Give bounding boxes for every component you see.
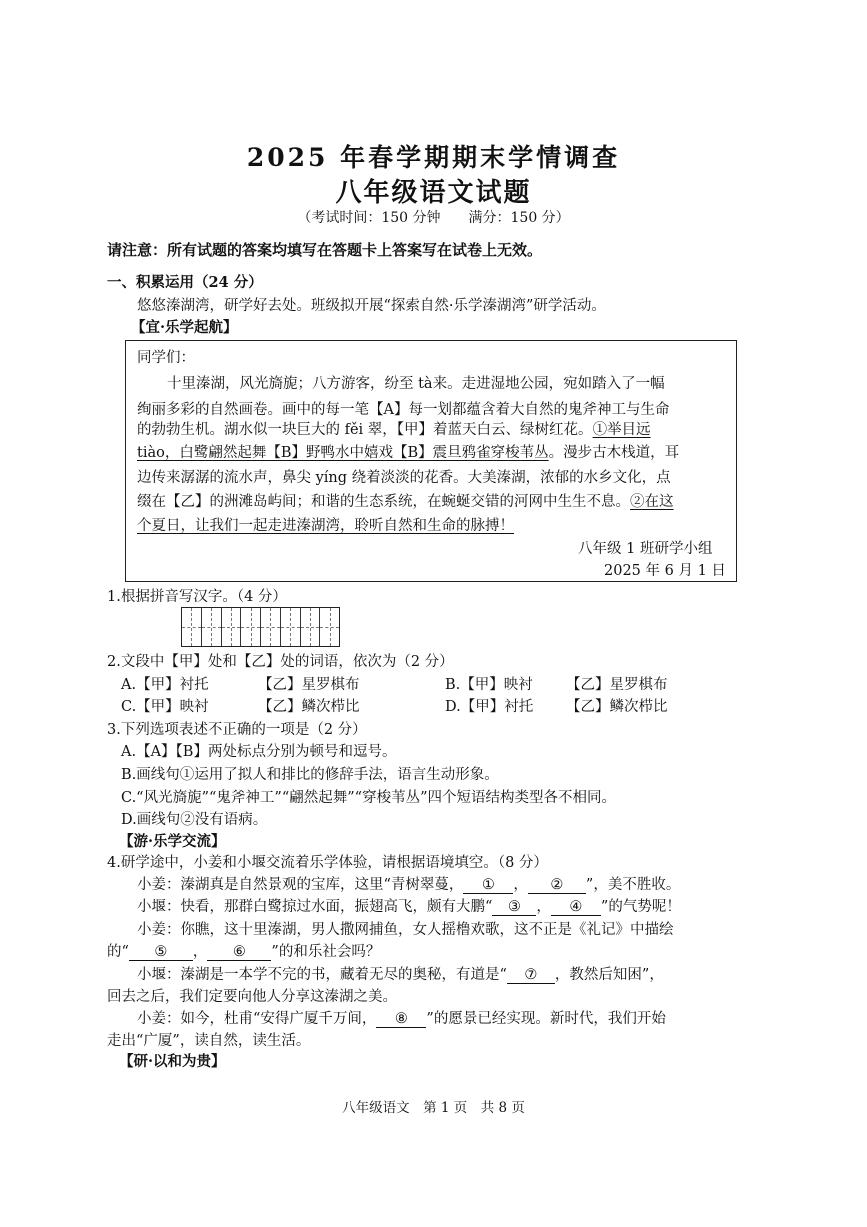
q3-option-a: A.【A】【B】两处标点分别为顿号和逗号。 <box>121 744 397 760</box>
dialogue-text: 小堰：溱湖是一本学不完的书，藏着无尽的奥秘，有道是“ <box>137 967 507 983</box>
dialogue-text: 小堰：快看，那群白鹭掠过水面，振翅高飞，颇有大鹏“ <box>137 899 493 915</box>
grid-cell <box>320 608 339 646</box>
underlined-sentence-2: 个夏日，让我们一起走进溱湖湾，聆听自然和生命的脉搏！ <box>137 518 514 534</box>
q2-option-a: A.【甲】衬托 <box>121 677 209 693</box>
letter-text: 。漫步古木栈道，耳 <box>548 445 680 461</box>
part3-label: 【研·以和为贵】 <box>119 1053 226 1070</box>
dialogue-text: ，教然后知困”， <box>554 967 664 983</box>
letter-text: 的勃勃生机。湖水似一块巨大的 fěi 翠，【甲】着蓝天白云、绿树红花。 <box>137 422 593 438</box>
grid-cell <box>222 608 242 646</box>
dialogue-text: ， <box>536 899 551 915</box>
dialogue-text: 小姜：如今，杜甫“安得广厦千万间， <box>137 1011 377 1027</box>
q3-option-b: B.画线句①运用了拟人和排比的修辞手法，语言生动形象。 <box>121 767 499 783</box>
blank-8: ⑧ <box>376 1011 426 1028</box>
part1-label: 【宜·乐学起航】 <box>131 319 238 336</box>
blank-4: ④ <box>551 899 601 916</box>
dialogue-text: ”的气势呢！ <box>600 899 681 915</box>
section1-intro: 悠悠溱湖湾，研学好去处。班级拟开展“探索自然·乐学溱湖湾”研学活动。 <box>137 298 606 314</box>
underlined-sentence-2: ②在这 <box>630 494 674 510</box>
grid-cell <box>301 608 321 646</box>
dialogue-line: 小姜：你瞧，这十里溱湖，男人撒网捕鱼，女人摇橹欢歌，这不正是《礼记》中描绘 <box>137 922 674 938</box>
grid-cell <box>281 608 301 646</box>
question-3: 3.下列选项表述不正确的一项是（2 分） <box>107 722 367 738</box>
letter-line <box>137 492 674 512</box>
part2-label: 【游·乐学交流】 <box>119 833 226 850</box>
question-1: 1.根据拼音写汉字。（4 分） <box>107 589 287 605</box>
q2-option-d-value: 【乙】鳞次栉比 <box>566 699 668 715</box>
letter-line: 绚丽多彩的自然画卷。画中的每一笔【A】每一划都蕴含着大自然的鬼斧神工与生命 <box>137 402 670 418</box>
underlined-sentence-1: tiào，白鹭翩然起舞【B】野鸭水中嬉戏【B】震旦鸦雀穿梭苇丛 <box>137 445 549 461</box>
letter-line: 边传来潺潺的流水声，鼻尖 yíng 绕着淡淡的花香。大美溱湖，浓郁的水乡文化，点 <box>137 470 671 486</box>
blank-7: ⑦ <box>507 967 555 984</box>
answer-grid <box>181 607 340 647</box>
underlined-sentence-1: ①举目远 <box>592 422 651 438</box>
dialogue-text: ”的愿景已经实现。新时代，我们开始 <box>426 1011 666 1027</box>
dialogue-text: 的“ <box>107 944 129 960</box>
q2-option-c: C.【甲】映衬 <box>121 699 209 715</box>
question-2: 2.文段中【甲】处和【乙】处的词语，依次为（2 分） <box>107 654 454 670</box>
grid-cell <box>261 608 281 646</box>
letter-text: 缀在【乙】的洲滩岛屿间；和谐的生态系统，在蜿蜒交错的河网中生生不息。 <box>137 494 630 510</box>
blank-5: ⑤ <box>129 944 193 961</box>
blank-6: ⑥ <box>207 944 271 961</box>
dialogue-text: 小姜：溱湖真是自然景观的宝库，这里“青树翠蔓， <box>137 877 464 893</box>
letter-line <box>137 443 679 463</box>
q2-option-b: B.【甲】映衬 <box>445 677 533 693</box>
exam-subtitle: 八年级语文试题 <box>335 178 532 208</box>
letter-line: 十里溱湖，风光旖旎；八方游客，纷至 tà来。走进湿地公园，宛如踏入了一幅 <box>167 376 665 392</box>
letter-line <box>137 516 514 536</box>
dialogue-line <box>137 875 680 895</box>
grid-cell <box>202 608 222 646</box>
q2-option-a-value: 【乙】星罗棋布 <box>258 677 360 693</box>
dialogue-text: ”，美不胜收。 <box>585 877 681 893</box>
section1-heading: 一、积累运用（24 分） <box>107 274 263 291</box>
letter-line <box>137 420 651 440</box>
dialogue-line <box>137 897 681 917</box>
page-footer: 八年级语文 第 1 页 共 8 页 <box>342 1100 525 1116</box>
dialogue-text: ， <box>192 944 208 960</box>
q2-option-d: D.【甲】衬托 <box>445 699 534 715</box>
q3-option-d: D.画线句②没有语病。 <box>121 812 268 828</box>
dialogue-line: 回去之后，我们定要向他人分享这溱湖之美。 <box>107 989 397 1005</box>
q2-option-c-value: 【乙】鳞次栉比 <box>258 699 360 715</box>
letter-greeting: 同学们： <box>137 350 195 366</box>
dialogue-text: ”的和乐社会吗？ <box>271 944 381 960</box>
dialogue-line <box>137 965 664 985</box>
dialogue-line <box>137 1009 666 1029</box>
notice: 请注意：所有试题的答案均填写在答题卡上答案写在试卷上无效。 <box>107 241 543 259</box>
exam-title: 2025 年春学期期末学情调查 <box>246 143 621 172</box>
q3-option-c: C.“风光旖旎”“鬼斧神工”“翩然起舞”“穿梭苇丛”四个短语结构类型各不相同。 <box>121 790 616 806</box>
question-4: 4.研学途中，小姜和小堰交流着乐学体验，请根据语境填空。（8 分） <box>107 855 548 871</box>
dialogue-line <box>107 942 380 962</box>
grid-cell <box>182 608 202 646</box>
grid-cell <box>241 608 261 646</box>
letter-date: 2025 年 6 月 1 日 <box>604 563 726 579</box>
dialogue-text: ， <box>513 877 528 893</box>
blank-2: ② <box>528 877 586 894</box>
dialogue-line: 走出“广厦”，读自然，读生活。 <box>107 1033 311 1049</box>
q2-option-b-value: 【乙】星罗棋布 <box>566 677 668 693</box>
letter-signature: 八年级 1 班研学小组 <box>578 541 713 557</box>
blank-3: ③ <box>492 899 536 916</box>
blank-1: ① <box>463 877 513 894</box>
exam-info: （考试时间：150 分钟 满分：150 分） <box>297 210 570 226</box>
